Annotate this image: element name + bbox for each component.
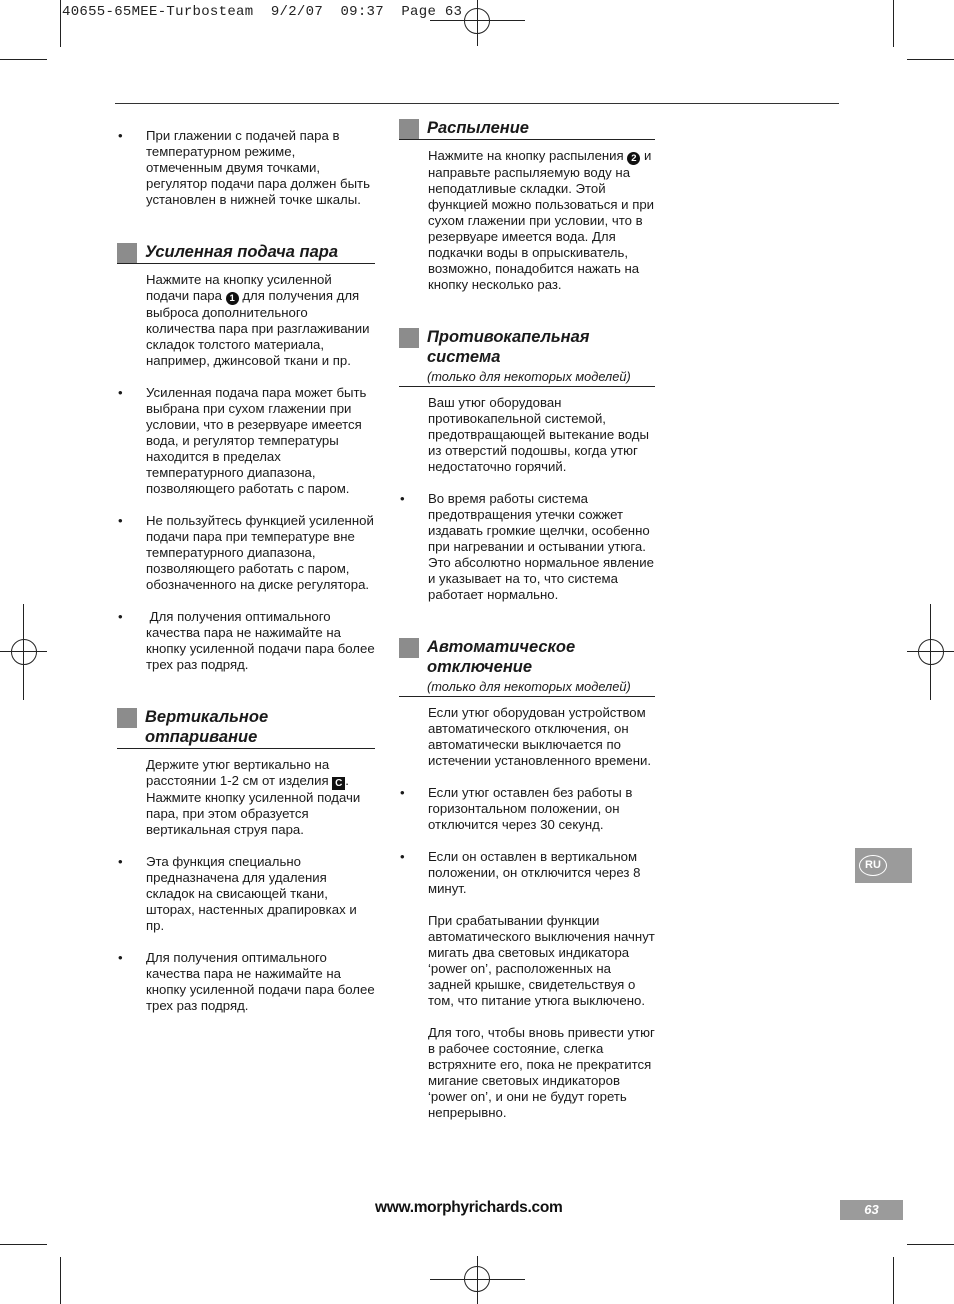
crop-mark [907, 1244, 954, 1245]
website-url: www.morphyrichards.com [375, 1199, 563, 1216]
paragraph: Для того, чтобы вновь привести утюг в рабочее состояние, слегка встряхните его, пока не прекратится мигание световых индикаторов ‘power on’, и они не будут гореть непрерывно. [428, 1025, 655, 1120]
list-item: • Если он оставлен в вертикальном положении, он отключится через 8 минут. [399, 849, 655, 897]
section-square-icon [399, 638, 419, 658]
crop-mark [0, 59, 47, 60]
crop-mark [0, 1244, 47, 1245]
section-title: Автоматическое отключение [427, 638, 576, 676]
paragraph: Ваш утюг оборудован противокапельной системой, предотвращающей вытекание воды из отверстий подошвы, когда утюг недостаточно горячий. [428, 395, 649, 474]
language-tab [855, 848, 912, 883]
list-item: • Для получения оптимального качества пара не нажимайте на кнопку усиленной подачи пара более трех раз подряд. [117, 609, 375, 673]
section-heading-anti-drip [399, 327, 655, 387]
section-subtitle: (только для некоторых моделей) [427, 679, 631, 694]
list-item: • При глажении с подачей пара в температурном режиме, отмеченным двумя точками, регулятор подачи пара должен быть установлен в нижней точке шкалы. [117, 128, 375, 208]
crop-mark [893, 1257, 894, 1304]
section-square-icon [117, 708, 137, 728]
section-title: Вертикальное отпаривание [145, 708, 269, 746]
section-title: Противокапельная система [427, 328, 590, 366]
paragraph: При срабатывании функции автоматического выключения начнут мигать два световых индикатора ‘power on’, расположенных на задней крышке, свидетельствуя о том, что питание утюга выключено. [428, 913, 655, 1008]
section-square-icon [399, 328, 419, 348]
left-column [117, 128, 379, 1030]
header-rule [115, 103, 839, 104]
paragraph: Нажмите на кнопку распыления 2 и направьте распыляемую воду на неподатливые складки. Этой функцией можно пользоваться и при сухом глажении при условии, что в резервуаре имеется вода. Для подкачки воды в опрыскиватель, возможно, понадобится нажать на кнопку несколько раз. [428, 148, 655, 292]
section-title: Усиленная подача пара [145, 243, 339, 261]
callout-1-icon: 1 [226, 292, 239, 305]
list-item: • Эта функция специально предназначена для удаления складок на свисающей ткани, шторах, настенных драпировках и пр. [117, 854, 375, 934]
registration-crosshair-icon [918, 639, 944, 665]
registration-crosshair-icon [464, 8, 490, 34]
section-heading-spray [399, 118, 655, 140]
section-heading-vertical [117, 707, 375, 749]
paragraph: Держите утюг вертикально на расстоянии 1-2 см от изделия C . Нажмите кнопку усиленной подачи пара, при этом образуется вертикальная струя пара. [146, 757, 361, 837]
callout-2-icon: 2 [627, 152, 640, 165]
section-heading-auto-off [399, 637, 655, 697]
crop-mark [907, 59, 954, 60]
right-column [399, 118, 655, 1137]
crop-mark [60, 0, 61, 47]
registration-crosshair-icon [11, 639, 37, 665]
paragraph: Если утюг оборудован устройством автоматического отключения, он автоматически выключается по истечении установленного времени. [428, 705, 652, 768]
crop-mark [60, 1257, 61, 1304]
print-slug: 40655-65MEE-Turbosteam 9/2/07 09:37 Page 63 [62, 4, 463, 20]
list-item: • Для получения оптимального качества пара не нажимайте на кнопку усиленной подачи пара более трех раз подряд. [117, 950, 375, 1014]
language-code: RU [859, 855, 887, 876]
section-subtitle: (только для некоторых моделей) [427, 369, 631, 384]
crop-mark [893, 0, 894, 47]
list-item: • Не пользуйтесь функцией усиленной подачи пара при температуре вне температурного диапазона, позволяющего работать с паром, обозначенного на диске регулятора. [117, 513, 375, 593]
paragraph: Нажмите на кнопку усиленной подачи пара 1 для получения для выброса дополнительного количества пара при разглаживании складок толстого материала, например, джинсовой ткани и пр. [146, 272, 370, 368]
section-square-icon [117, 243, 137, 263]
registration-crosshair-icon [464, 1266, 490, 1292]
page-number: 63 [840, 1200, 903, 1220]
list-item: • Во время работы система предотвращения утечки сожжет издавать громкие щелчки, особенно при нагревании и остывании утюга. Это абсолютно нормальное явление и указывает на то, что система работает нормально. [399, 491, 655, 603]
section-square-icon [399, 119, 419, 139]
section-heading-boost [117, 242, 375, 264]
list-item: • Если утюг оставлен без работы в горизонтальном положении, он отключится через 30 секунд. [399, 785, 655, 833]
list-item: • Усиленная подача пара может быть выбрана при сухом глажении при условии, что в резервуаре имеется вода, и регулятор температуры находится в пределах температурного диапазона, позволяющего работать с паром. [117, 385, 375, 497]
section-title: Распыление [427, 119, 529, 137]
callout-c-icon: C [332, 777, 345, 790]
